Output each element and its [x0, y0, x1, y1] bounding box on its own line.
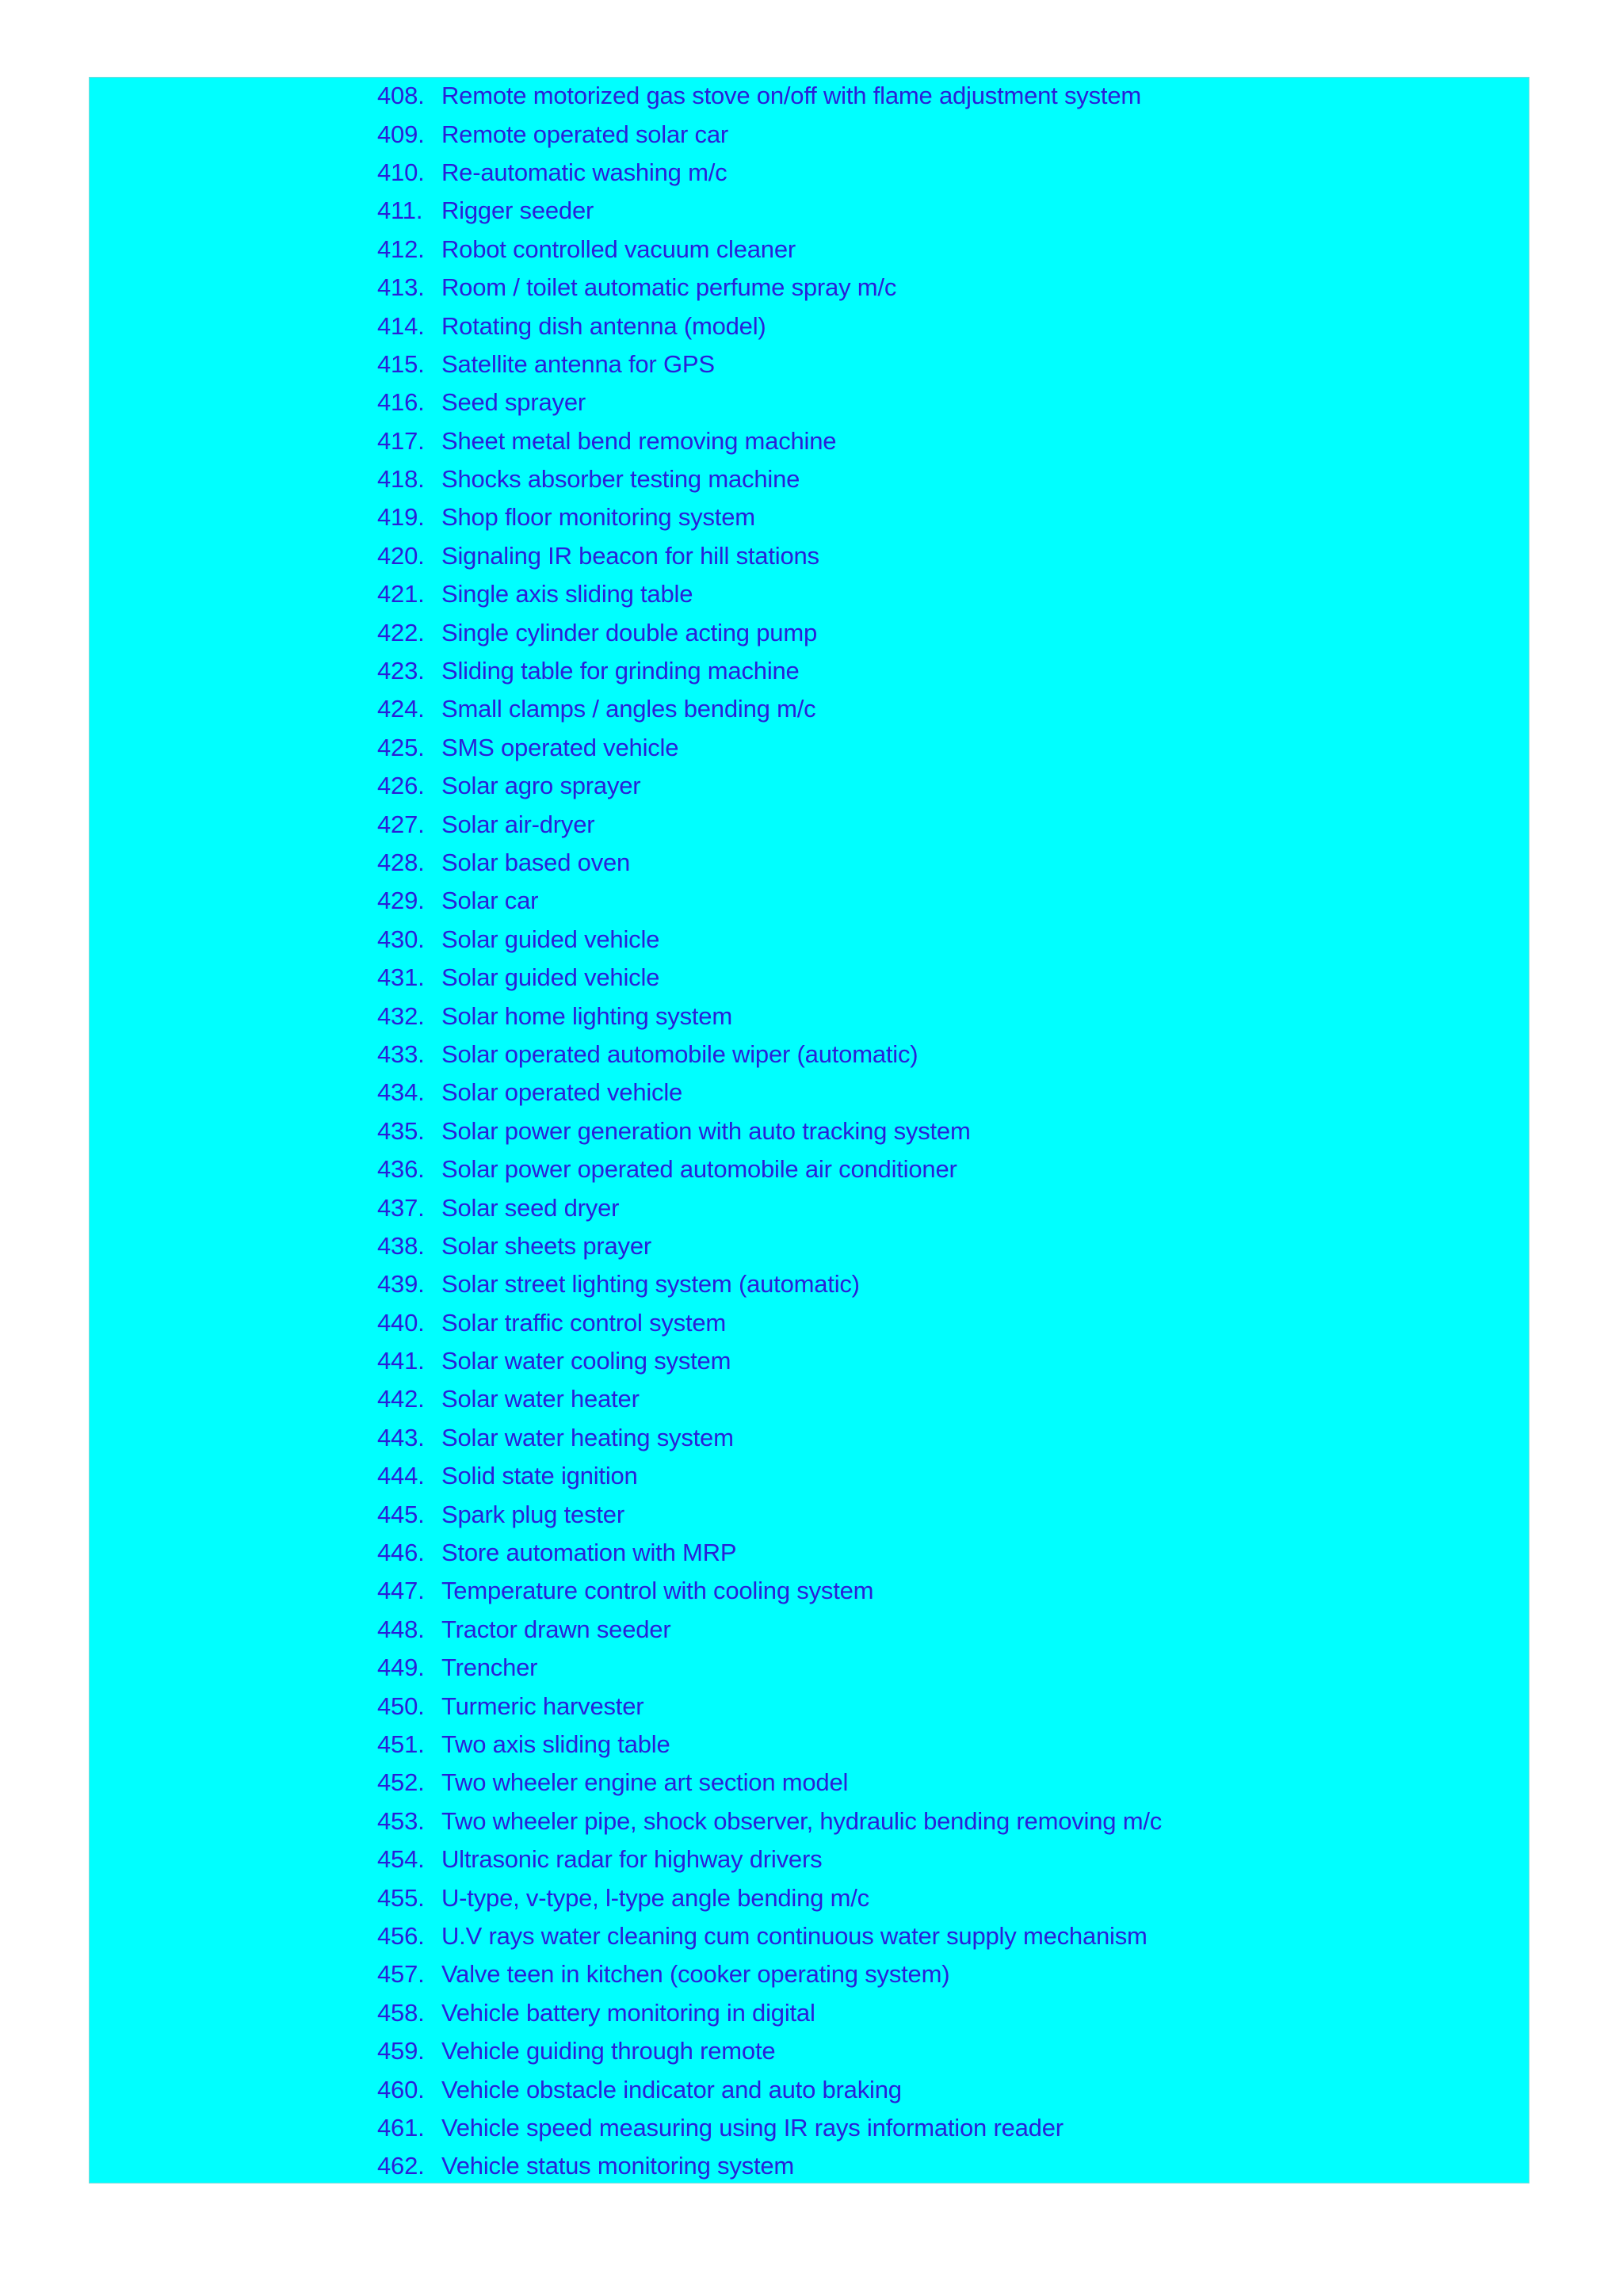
- item-number: 410.: [377, 158, 425, 186]
- item-number: 440.: [377, 1308, 425, 1337]
- item-text: Temperature control with cooling system: [441, 1577, 874, 1605]
- item-text: Small clamps / angles bending m/c: [441, 695, 816, 723]
- list-item: [377, 921, 1162, 959]
- item-text: Solar street lighting system (automatic): [441, 1270, 860, 1299]
- item-number: 443.: [377, 1423, 425, 1451]
- item-number: 452.: [377, 1768, 425, 1797]
- item-text: Solar seed dryer: [441, 1193, 620, 1222]
- item-text: Single cylinder double acting pump: [441, 618, 818, 646]
- list-item: [377, 2147, 1162, 2185]
- list-item: [377, 2070, 1162, 2108]
- list-item: [377, 1495, 1162, 1533]
- list-item: [377, 575, 1162, 613]
- list-item: [377, 844, 1162, 882]
- list-item: [377, 1802, 1162, 1840]
- item-number: 415.: [377, 349, 425, 378]
- item-text: U-type, v-type, l-type angle bending m/c: [441, 1883, 869, 1912]
- item-text: Vehicle speed measuring using IR rays information reader: [441, 2113, 1064, 2142]
- item-text: Single axis sliding table: [441, 580, 693, 608]
- item-text: Vehicle guiding through remote: [441, 2037, 776, 2065]
- list-item: [377, 959, 1162, 997]
- item-text: Two axis sliding table: [441, 1730, 670, 1758]
- item-text: Vehicle obstacle indicator and auto braking: [441, 2075, 902, 2103]
- item-number: 427.: [377, 810, 425, 838]
- list-item: [377, 1955, 1162, 1993]
- item-number: 459.: [377, 2037, 425, 2065]
- item-text: Solar based oven: [441, 849, 631, 876]
- item-number: 458.: [377, 1998, 425, 2027]
- item-text: Ultrasonic radar for highway drivers: [441, 1845, 823, 1874]
- item-number: 462.: [377, 2152, 425, 2180]
- item-text: Sliding table for grinding machine: [441, 657, 800, 685]
- list-item: [377, 729, 1162, 767]
- list-item: [377, 307, 1162, 345]
- item-text: Remote operated solar car: [441, 120, 729, 148]
- list-item: [377, 422, 1162, 460]
- list-item: [377, 1419, 1162, 1457]
- list-item: [377, 269, 1162, 307]
- item-text: Tractor drawn seeder: [441, 1615, 671, 1643]
- item-number: 412.: [377, 235, 425, 263]
- item-text: Solar car: [441, 887, 539, 915]
- list-item: [377, 1457, 1162, 1495]
- item-text: Seed sprayer: [441, 388, 586, 417]
- item-number: 409.: [377, 120, 425, 148]
- item-number: 419.: [377, 503, 425, 532]
- item-text: Two wheeler pipe, shock observer, hydraulic bending removing m/c: [441, 1806, 1163, 1835]
- item-text: Store automation with MRP: [441, 1539, 737, 1567]
- item-text: Solar water cooling system: [441, 1347, 731, 1375]
- item-number: 435.: [377, 1116, 425, 1145]
- item-text: Solar water heating system: [441, 1423, 734, 1451]
- item-number: 430.: [377, 925, 425, 953]
- list-item: [377, 2032, 1162, 2070]
- list-item: [377, 1534, 1162, 1572]
- item-text: Solar power generation with auto tracking system: [441, 1116, 971, 1145]
- item-number: 416.: [377, 388, 425, 417]
- list-item: [377, 537, 1162, 575]
- list-item: [377, 1878, 1162, 1917]
- item-text: Solar power operated automobile air conditioner: [441, 1155, 957, 1184]
- item-number: 454.: [377, 1845, 425, 1874]
- item-number: 425.: [377, 733, 425, 761]
- item-text: Solid state ignition: [441, 1462, 638, 1490]
- item-number: 433.: [377, 1039, 425, 1068]
- item-text: Solar guided vehicle: [441, 963, 660, 992]
- item-text: SMS operated vehicle: [441, 733, 679, 761]
- list-item: [377, 1917, 1162, 1955]
- list-item: [377, 1227, 1162, 1265]
- list-item: [377, 652, 1162, 690]
- item-text: Remote motorized gas stove on/off with flame adjustment system: [441, 82, 1141, 110]
- item-text: Solar home lighting system: [441, 1001, 732, 1030]
- item-number: 439.: [377, 1270, 425, 1299]
- item-number: 420.: [377, 541, 425, 570]
- list-item: [377, 1649, 1162, 1687]
- list-item: [377, 1265, 1162, 1303]
- item-text: Solar water heater: [441, 1385, 640, 1413]
- item-text: Solar operated automobile wiper (automatic): [441, 1039, 918, 1068]
- list-item: [377, 1726, 1162, 1764]
- list-item: [377, 1112, 1162, 1150]
- item-number: 422.: [377, 618, 425, 646]
- item-number: 447.: [377, 1577, 425, 1605]
- item-number: 417.: [377, 426, 425, 455]
- item-number: 426.: [377, 772, 425, 800]
- list-item: [377, 345, 1162, 383]
- item-number: 421.: [377, 580, 425, 608]
- list-item: [377, 1572, 1162, 1610]
- list-item: [377, 997, 1162, 1035]
- item-number: 445.: [377, 1500, 425, 1528]
- list-item: [377, 1687, 1162, 1725]
- item-text: Shop floor monitoring system: [441, 503, 755, 532]
- list-item: [377, 498, 1162, 536]
- list-item: [377, 1074, 1162, 1112]
- item-number: 446.: [377, 1539, 425, 1567]
- item-number: 423.: [377, 657, 425, 685]
- item-text: Solar traffic control system: [441, 1308, 727, 1337]
- item-number: 460.: [377, 2075, 425, 2103]
- item-text: Robot controlled vacuum cleaner: [441, 235, 796, 263]
- list-item: [377, 1035, 1162, 1074]
- item-text: Spark plug tester: [441, 1500, 624, 1528]
- list-item: [377, 460, 1162, 498]
- item-text: Re-automatic washing m/c: [441, 158, 727, 186]
- item-number: 436.: [377, 1155, 425, 1184]
- project-list: [377, 77, 1162, 2185]
- item-number: 448.: [377, 1615, 425, 1643]
- item-text: Rotating dish antenna (model): [441, 311, 766, 340]
- item-text: Trencher: [441, 1653, 538, 1682]
- list-item: [377, 383, 1162, 421]
- list-item: [377, 77, 1162, 115]
- list-item: [377, 1840, 1162, 1878]
- item-number: 414.: [377, 311, 425, 340]
- list-item: [377, 115, 1162, 153]
- list-item: [377, 192, 1162, 230]
- item-text: Rigger seeder: [441, 196, 594, 225]
- list-item: [377, 154, 1162, 192]
- item-text: Solar agro sprayer: [441, 772, 641, 800]
- item-number: 451.: [377, 1730, 425, 1758]
- item-number: 438.: [377, 1231, 425, 1260]
- item-text: Two wheeler engine art section model: [441, 1768, 849, 1797]
- item-number: 408.: [377, 82, 425, 110]
- item-text: Signaling IR beacon for hill stations: [441, 541, 819, 570]
- list-item: [377, 231, 1162, 269]
- item-number: 424.: [377, 695, 425, 723]
- item-number: 432.: [377, 1001, 425, 1030]
- item-number: 437.: [377, 1193, 425, 1222]
- item-number: 413.: [377, 273, 425, 302]
- item-number: 453.: [377, 1806, 425, 1835]
- item-text: Solar guided vehicle: [441, 925, 660, 953]
- item-number: 457.: [377, 1960, 425, 1989]
- item-number: 456.: [377, 1921, 425, 1950]
- list-item: [377, 2109, 1162, 2147]
- list-item: [377, 1188, 1162, 1226]
- list-item: [377, 1994, 1162, 2032]
- item-text: Vehicle battery monitoring in digital: [441, 1998, 815, 2027]
- item-number: 411.: [377, 196, 423, 225]
- item-text: Solar operated vehicle: [441, 1078, 683, 1107]
- list-item: [377, 1380, 1162, 1418]
- item-number: 428.: [377, 849, 425, 876]
- item-number: 461.: [377, 2113, 425, 2142]
- item-number: 431.: [377, 963, 425, 992]
- item-number: 441.: [377, 1347, 425, 1375]
- item-number: 429.: [377, 887, 425, 915]
- item-number: 434.: [377, 1078, 425, 1107]
- item-number: 418.: [377, 465, 425, 494]
- item-text: U.V rays water cleaning cum continuous water supply mechanism: [441, 1921, 1148, 1950]
- list-item: [377, 613, 1162, 651]
- item-text: Shocks absorber testing machine: [441, 465, 800, 494]
- item-text: Turmeric harvester: [441, 1691, 644, 1720]
- item-text: Room / toilet automatic perfume spray m/c: [441, 273, 897, 302]
- list-item: [377, 690, 1162, 728]
- list-item: [377, 1611, 1162, 1649]
- item-text: Satellite antenna for GPS: [441, 349, 715, 378]
- item-text: Solar sheets prayer: [441, 1231, 651, 1260]
- list-item: [377, 882, 1162, 920]
- item-text: Vehicle status monitoring system: [441, 2152, 795, 2180]
- list-item: [377, 1764, 1162, 1802]
- list-item: [377, 1342, 1162, 1380]
- item-number: 450.: [377, 1691, 425, 1720]
- item-text: Sheet metal bend removing machine: [441, 426, 837, 455]
- item-text: Valve teen in kitchen (cooker operating system): [441, 1960, 950, 1989]
- list-item: [377, 1304, 1162, 1342]
- list-item: [377, 1150, 1162, 1188]
- list-item: [377, 805, 1162, 843]
- item-number: 444.: [377, 1462, 425, 1490]
- item-text: Solar air-dryer: [441, 810, 595, 838]
- item-number: 449.: [377, 1653, 425, 1682]
- list-item: [377, 767, 1162, 805]
- item-number: 442.: [377, 1385, 425, 1413]
- item-number: 455.: [377, 1883, 425, 1912]
